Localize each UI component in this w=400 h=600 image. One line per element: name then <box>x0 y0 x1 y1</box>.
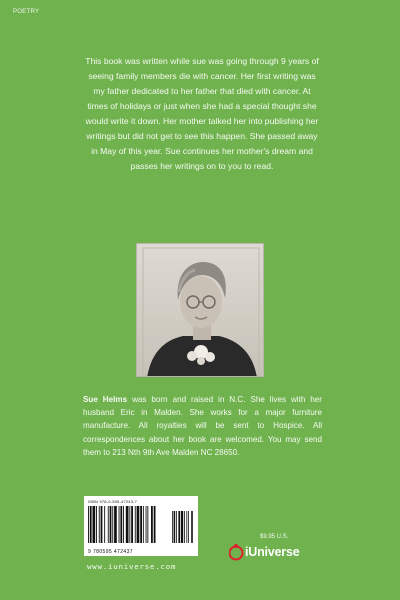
isbn-label: ISBN 978-0-595-47243-7 <box>88 499 138 504</box>
author-bio <box>83 393 322 459</box>
publisher-logo <box>229 543 329 565</box>
back-cover-blurb: This book was written while sue was going through 9 years of seeing family members die with cancer. Her first writing was my father dedicated to her father that died with cancer. At times of holidays or just when she had a special thought she would write it down. Her mother talked her into publishing her writings but did not get to see this happen. She passed away in May of this year. Sue continues her mother's dream and passes her writings on to you to read. <box>85 56 319 171</box>
barcode-bars <box>88 506 194 543</box>
author-bio-text: was born and raised in N.C. She lives with her husband Eric in Malden. She works for a major furniture manufacture. All royalties will be sent to Hospice. All correspondences about her book are welcomed. You may send them to 213 Nth 9th Ave Malden NC 28650. <box>83 395 322 457</box>
category-label: POETRY <box>13 9 40 15</box>
author-photo <box>136 243 264 377</box>
author-name: Sue Helms <box>83 395 128 404</box>
price-label: $9.95 U.S. <box>260 534 289 540</box>
website-url[interactable]: www.iuniverse.com <box>87 562 177 571</box>
isbn-digits: 9 780595 472437 <box>88 549 133 555</box>
barcode <box>84 496 198 556</box>
publisher-name: iUniverse <box>245 545 300 559</box>
